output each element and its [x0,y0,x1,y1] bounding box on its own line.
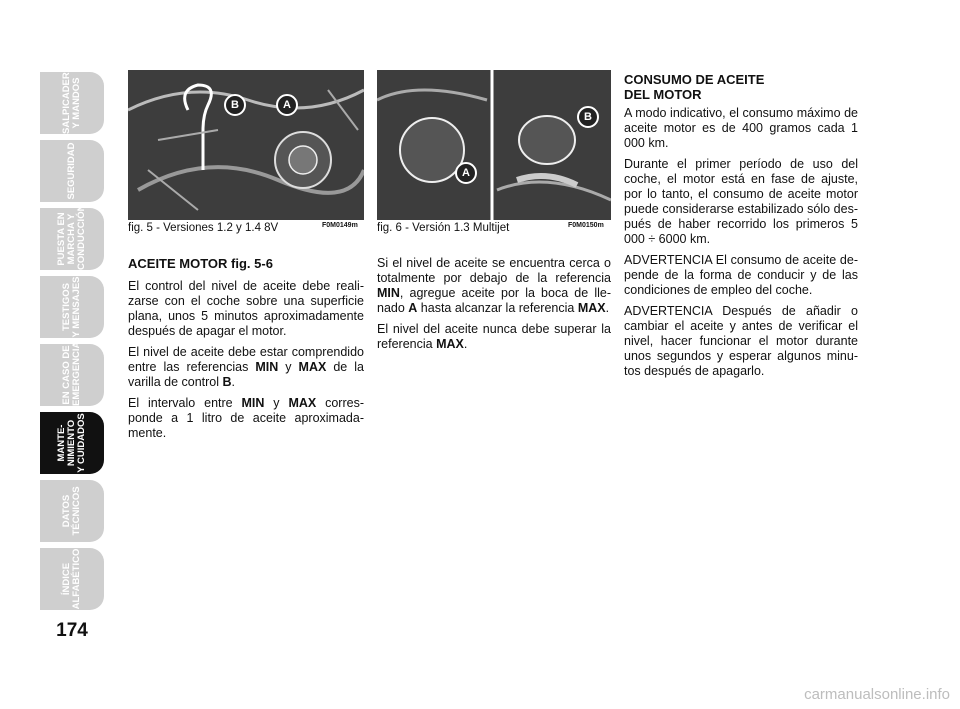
tab-label: MANTE- NIMIENTO Y CUIDADOS [56,413,87,473]
tab-label: ÍNDICE ALFABÉTICO [61,548,82,610]
figure-6-caption: fig. 6 - Versión 1.3 Multijet [377,222,510,234]
page-number: 174 [56,620,88,641]
paragraph: ADVERTENCIA Después de añadir o cambiar el aceite y antes de verificar el nivel, hacer funcionar el motor durante unos segundos y esperar algunos minu-tos después de apagarlo. [624,304,858,378]
marker-b: B [224,94,246,116]
column-1 [128,256,364,447]
column-2 [377,256,611,358]
marker-b: B [577,106,599,128]
figure-6-code: F0M0150m [568,222,604,229]
section-heading: ACEITE MOTOR fig. 5-6 [128,256,273,271]
paragraph: El nivel de aceite debe estar comprendido entre las referencias MIN y MAX de la varilla de control B. [128,345,364,389]
figure-6-engine-image [377,70,611,220]
marker-a: A [276,94,298,116]
figure-5-engine-image [128,70,364,220]
tab-label: SEGURIDAD [66,142,77,200]
column-3 [624,72,858,385]
tab-label: PUESTA EN MARCHA Y CONDUCCIÓN [56,204,87,270]
tab-indice[interactable] [40,548,104,610]
tab-label: EN CASO DE EMERGENCIA [61,341,82,406]
engine-illustration [128,70,364,220]
figure-5-caption: fig. 5 - Versiones 1.2 y 1.4 8V [128,222,279,234]
paragraph: A modo indicativo, el consumo máximo de aceite motor es de 400 gramos cada 1 000 km. [624,106,858,150]
tab-datos-tecnicos[interactable] [40,480,104,542]
watermark: carmanualsonline.info [804,686,950,703]
tab-mantenimiento[interactable] [40,412,104,474]
tab-testigos[interactable] [40,276,104,338]
marker-a: A [455,162,477,184]
paragraph: El nivel del aceite nunca debe superar la referencia MAX. [377,322,611,351]
paragraph: El intervalo entre MIN y MAX corres-ponde a 1 litro de aceite aproximada-mente. [128,396,364,440]
paragraph: Si el nivel de aceite se encuentra cerca o totalmente por debajo de la referencia MIN, agregue aceite por la boca de lle-nado A hasta alcanzar la referencia MAX. [377,256,611,315]
tab-seguridad[interactable] [40,140,104,202]
tab-puesta-en-marcha[interactable] [40,204,104,270]
tab-emergencia[interactable] [40,341,104,406]
section-heading: CONSUMO DE ACEITE DEL MOTOR [624,72,765,102]
paragraph: El control del nivel de aceite debe reali-zarse con el coche sobre una superficie plana, unos 5 minutos aproximadamente después de apagar el motor. [128,279,364,338]
tab-label: TESTIGOS Y MENSAJES [61,276,82,338]
paragraph: Durante el primer período de uso del coche, el motor está en fase de ajuste, por lo tanto, el consumo de aceite motor puede considerarse estabilizado sólo des-pués de haber recorrido los primeros 5 000 ÷ 6000 km. [624,157,858,246]
tab-label: DATOS TÉCNICOS [61,486,82,536]
figure-5-code: F0M0149m [322,222,358,229]
engine-illustration [377,70,611,220]
paragraph: ADVERTENCIA El consumo de aceite de-pende de la forma de conducir y de las condiciones de empleo del coche. [624,253,858,297]
tab-label: SALPICADERO Y MANDOS [61,64,82,134]
tab-salpicadero[interactable] [40,64,104,134]
